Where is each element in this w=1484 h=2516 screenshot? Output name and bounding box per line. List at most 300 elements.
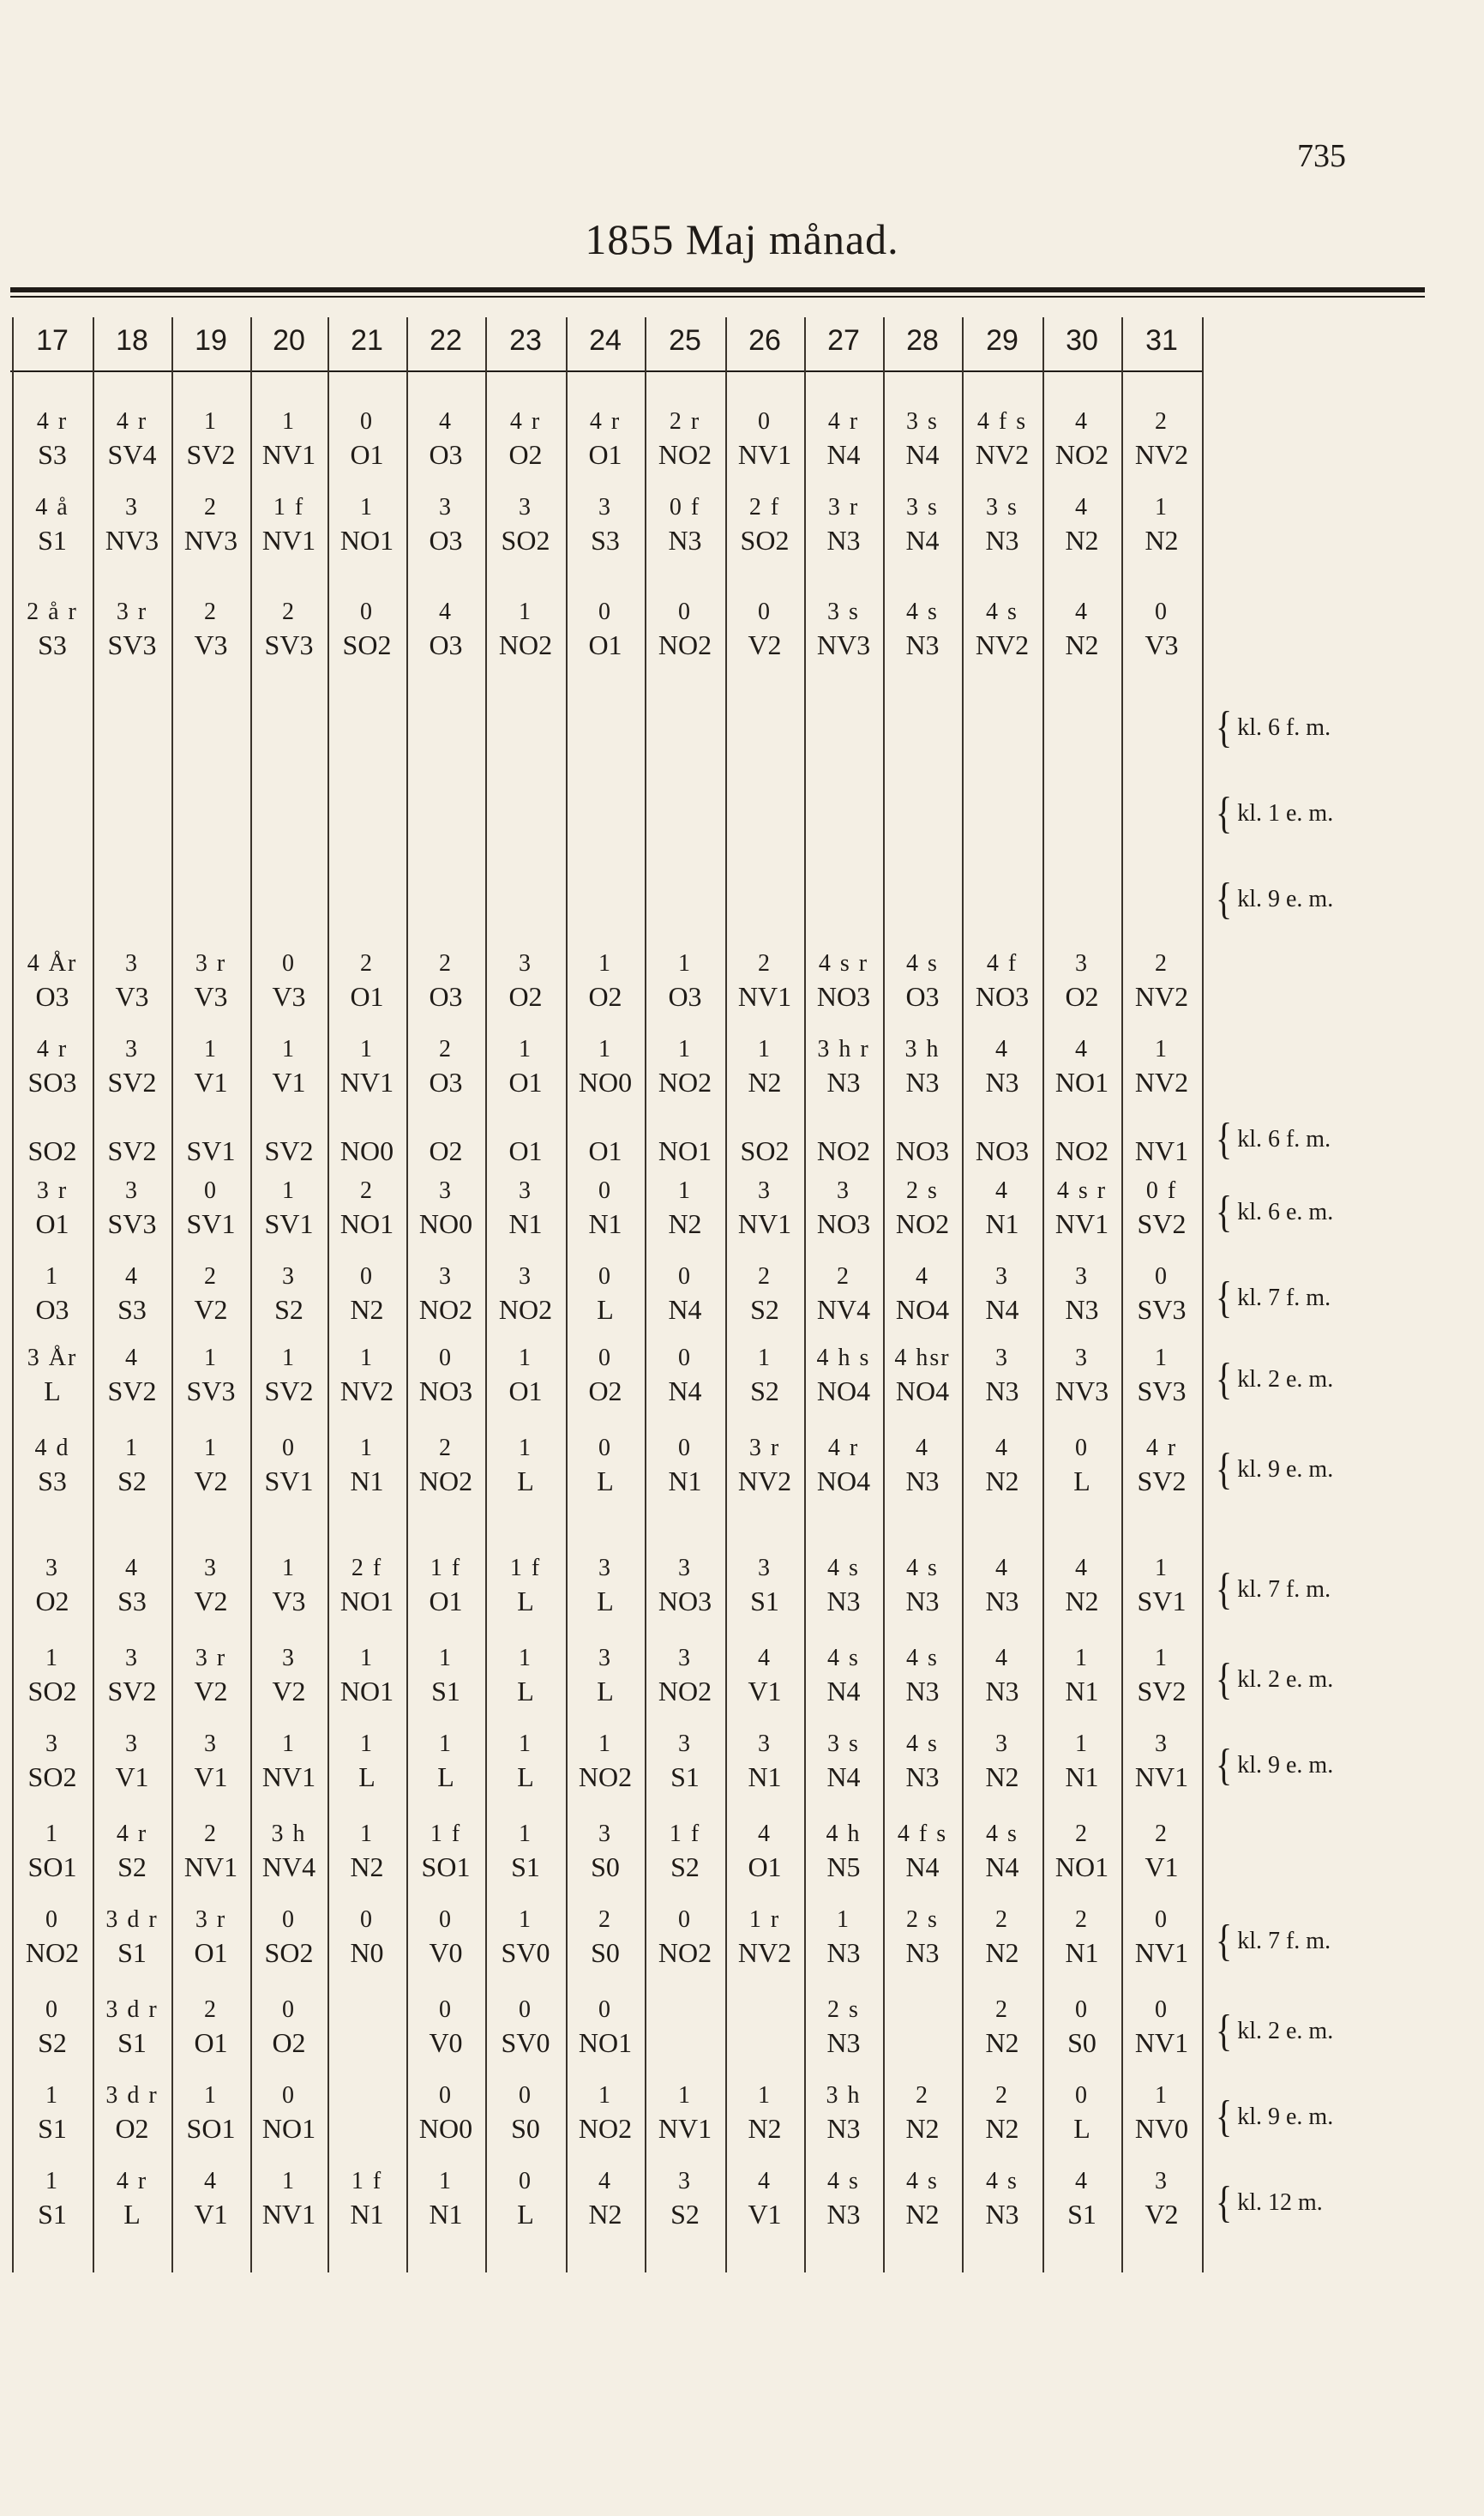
page-title: 1855 Maj månad. — [585, 215, 899, 263]
cloud-value — [12, 1106, 93, 1137]
table-cell — [406, 600, 485, 665]
table-cell — [12, 952, 93, 1017]
wind-value: S0 — [1067, 2027, 1096, 2058]
cloud-value: 4 — [1075, 408, 1089, 435]
table-cell — [250, 496, 327, 561]
cloud-value: 4 r — [36, 408, 69, 435]
cloud-value: 0 — [678, 1263, 692, 1290]
table-cell — [645, 1646, 725, 1712]
wind-value: V2 — [1145, 2199, 1179, 2230]
wind-value: N3 — [826, 525, 861, 556]
wind-value: O3 — [429, 1067, 463, 1098]
table-cell — [93, 1646, 171, 1712]
wind-value: NO2 — [578, 1761, 633, 1792]
wind-value: V3 — [272, 1586, 306, 1616]
cloud-value: 3 s — [827, 1731, 860, 1757]
cloud-value: 1 — [519, 1435, 532, 1461]
cloud-value: 0 — [1155, 1263, 1169, 1290]
cloud-value: 2 — [360, 950, 374, 977]
cloud-value: 3 — [1075, 1345, 1089, 1371]
table-cell — [93, 1265, 171, 1330]
table-cell — [171, 1436, 250, 1502]
cloud-value: 1 — [1075, 1731, 1089, 1757]
table-cell — [1121, 1346, 1202, 1411]
wind-value: NV1 — [261, 1761, 316, 1792]
wind-value: N2 — [1065, 525, 1099, 556]
table-cell — [1121, 410, 1202, 475]
cloud-value — [1042, 1106, 1121, 1137]
cloud-value: 3 d r — [105, 2082, 159, 2109]
time-note — [1216, 1353, 1334, 1404]
table-cell — [93, 1346, 171, 1411]
table-cell — [566, 952, 645, 1017]
cloud-value: 2 — [1075, 1906, 1089, 1933]
cloud-value: 1 — [45, 2082, 59, 2109]
table-cell — [327, 1436, 406, 1502]
cloud-value: 1 — [598, 2082, 612, 2109]
table-cell — [250, 1346, 327, 1411]
wind-value: SO2 — [501, 525, 550, 556]
wind-value: V3 — [1145, 629, 1179, 660]
table-cell — [1121, 2170, 1202, 2235]
wind-value: N4 — [905, 439, 940, 470]
table-cell — [804, 1265, 883, 1330]
wind-value: NV3 — [1054, 1375, 1109, 1406]
wind-value: NO4 — [895, 1375, 950, 1406]
wind-value: L — [517, 2199, 534, 2230]
table-cell — [804, 1106, 883, 1171]
cloud-value: 4 s — [906, 2168, 939, 2194]
table-cell — [485, 1646, 566, 1712]
wind-value: SO1 — [27, 1851, 77, 1882]
wind-value: SV1 — [264, 1208, 314, 1239]
wind-value: NV1 — [261, 525, 316, 556]
table-cell — [725, 1908, 804, 1973]
wind-value: S2 — [117, 1466, 147, 1496]
cloud-value — [1121, 1106, 1202, 1137]
time-note-text: kl. 2 e. m. — [1237, 1666, 1334, 1693]
cloud-value: 4 s — [906, 1555, 939, 1581]
time-note-text: kl. 2 e. m. — [1237, 1366, 1334, 1393]
cloud-value: 1 f — [430, 1821, 462, 1847]
cloud-value: 1 — [598, 1731, 612, 1757]
table-cell — [406, 1908, 485, 1973]
wind-value: NO1 — [261, 2113, 316, 2144]
wind-value: V1 — [748, 1676, 782, 1706]
table-cell — [962, 1908, 1042, 1973]
table-cell — [406, 1106, 485, 1171]
table-cell — [645, 1346, 725, 1411]
cloud-value: 3 — [125, 1731, 139, 1757]
table-cell — [12, 1346, 93, 1411]
wind-value: V3 — [194, 629, 228, 660]
wind-value: N2 — [748, 1067, 782, 1098]
time-note — [1216, 2005, 1334, 2056]
cloud-value: 0 — [204, 1177, 218, 1204]
wind-value: S1 — [670, 1761, 700, 1792]
table-cell — [962, 1038, 1042, 1103]
cloud-value: 1 — [204, 1345, 218, 1371]
wind-value: SV3 — [107, 629, 157, 660]
wind-value: O1 — [35, 1208, 69, 1239]
table-cell — [171, 1646, 250, 1712]
wind-value: O2 — [588, 1375, 622, 1406]
wind-value: L — [597, 1586, 614, 1616]
table-cell — [962, 1265, 1042, 1330]
cloud-value: 0 — [678, 1345, 692, 1371]
cloud-value: 3 — [125, 1645, 139, 1671]
time-note — [1216, 1113, 1331, 1164]
cloud-value: 0 — [439, 1996, 453, 2023]
table-cell — [645, 600, 725, 665]
table-cell — [1121, 1179, 1202, 1244]
wind-value: L — [597, 1466, 614, 1496]
table-cell — [1121, 1646, 1202, 1712]
table-cell — [171, 496, 250, 561]
cloud-value: 4 d — [34, 1435, 70, 1461]
wind-value: NO2 — [816, 1135, 871, 1166]
wind-value: NV3 — [816, 629, 871, 660]
cloud-value: 1 — [519, 1821, 532, 1847]
cloud-value: 2 — [1155, 1821, 1169, 1847]
wind-value: V1 — [115, 1761, 149, 1792]
cloud-value: 0 — [360, 599, 374, 625]
cloud-value: 4 r — [827, 408, 860, 435]
wind-value: O1 — [350, 439, 384, 470]
table-cell — [1042, 1556, 1121, 1622]
wind-value: N2 — [905, 2113, 940, 2144]
cloud-value: 3 s — [906, 494, 939, 521]
wind-value: N1 — [668, 1466, 702, 1496]
day-header: 17 — [36, 324, 69, 357]
table-cell — [1121, 1038, 1202, 1103]
table-cell — [1121, 1106, 1202, 1171]
wind-value: N2 — [350, 1294, 384, 1325]
table-cell — [12, 1038, 93, 1103]
wind-value: SV0 — [501, 1937, 550, 1968]
time-note-text: kl. 2 e. m. — [1237, 2018, 1334, 2044]
table-cell — [171, 1822, 250, 1887]
wind-value: N3 — [985, 1067, 1019, 1098]
brace-glyph: { — [1216, 2091, 1233, 2141]
wind-value: SV1 — [264, 1466, 314, 1496]
table-cell — [883, 1179, 962, 1244]
cloud-value: 3 — [995, 1263, 1009, 1290]
cloud-value: 1 — [758, 1345, 772, 1371]
table-cell — [883, 496, 962, 561]
table-cell — [883, 1732, 962, 1797]
cloud-value: 4 — [1075, 1555, 1089, 1581]
table-cell — [645, 410, 725, 475]
cloud-value: 1 — [282, 2168, 296, 2194]
cloud-value — [883, 1106, 962, 1137]
wind-value: S0 — [591, 1851, 620, 1882]
table-cell — [12, 496, 93, 561]
time-note-text: kl. 6 e. m. — [1237, 1199, 1334, 1225]
cloud-value: 2 — [204, 1263, 218, 1290]
wind-value: NO1 — [339, 1676, 394, 1706]
cloud-value: 0 — [598, 599, 612, 625]
table-cell — [171, 1732, 250, 1797]
table-cell — [962, 1106, 1042, 1171]
table-cell — [804, 1038, 883, 1103]
table-cell — [12, 2084, 93, 2149]
table-cell — [171, 2170, 250, 2235]
cloud-value: 1 f — [669, 1821, 701, 1847]
wind-value: NV1 — [1054, 1208, 1109, 1239]
cloud-value: 4 — [1075, 2168, 1089, 2194]
cloud-value — [645, 1106, 725, 1137]
table-cell — [883, 952, 962, 1017]
cloud-value — [566, 1106, 645, 1137]
cloud-value: 3 — [45, 1555, 59, 1581]
wind-value: N1 — [588, 1208, 622, 1239]
wind-value: NO2 — [1054, 1135, 1109, 1166]
cloud-value: 3 — [204, 1731, 218, 1757]
cloud-value: 3 — [598, 1821, 612, 1847]
cloud-value: 1 — [360, 1731, 374, 1757]
table-cell — [725, 1106, 804, 1171]
cloud-value: 4 — [125, 1263, 139, 1290]
cloud-value: 3 — [1075, 1263, 1089, 1290]
table-cell — [645, 1106, 725, 1171]
wind-value: N2 — [1145, 525, 1179, 556]
wind-value: L — [597, 1294, 614, 1325]
table-cell — [406, 1436, 485, 1502]
cloud-value: 0 — [598, 1345, 612, 1371]
wind-value: SO1 — [186, 2113, 236, 2144]
table-cell — [645, 1822, 725, 1887]
cloud-value: 4 — [758, 1821, 772, 1847]
day-header: 23 — [509, 324, 542, 357]
cloud-value: 1 — [282, 1731, 296, 1757]
cloud-value: 1 — [519, 1036, 532, 1062]
cloud-value: 4 — [995, 1036, 1009, 1062]
table-cell — [485, 1998, 566, 2063]
table-cell — [1121, 1998, 1202, 2063]
wind-value: O2 — [1065, 981, 1099, 1012]
table-cell — [485, 1908, 566, 1973]
wind-value: NV3 — [183, 525, 238, 556]
cloud-value: 3 — [678, 1555, 692, 1581]
cloud-value: 3 — [758, 1731, 772, 1757]
table-cell — [645, 952, 725, 1017]
cloud-value: 3 r — [748, 1435, 781, 1461]
table-cell — [962, 496, 1042, 561]
cloud-value — [962, 1106, 1042, 1137]
cloud-value: 3 h — [826, 2082, 862, 2109]
table-cell — [93, 410, 171, 475]
table-cell — [1042, 410, 1121, 475]
table-cell — [883, 1346, 962, 1411]
brace-glyph: { — [1216, 1113, 1233, 1164]
cloud-value: 2 s — [906, 1906, 939, 1933]
cloud-value: 0 — [282, 1435, 296, 1461]
wind-value: NV1 — [339, 1067, 394, 1098]
table-cell — [327, 952, 406, 1017]
table-cell — [883, 1556, 962, 1622]
table-cell — [406, 1038, 485, 1103]
cloud-value: 1 — [1155, 2082, 1169, 2109]
cloud-value: 4 — [1075, 1036, 1089, 1062]
day-header: 24 — [589, 324, 622, 357]
cloud-value: 3 — [1155, 2168, 1169, 2194]
table-cell — [485, 410, 566, 475]
wind-value: SV2 — [107, 1375, 157, 1406]
table-cell — [171, 1908, 250, 1973]
cloud-value: 4 — [995, 1555, 1009, 1581]
table-cell — [725, 1556, 804, 1622]
time-note — [1216, 701, 1331, 752]
cloud-value: 4 r — [116, 1821, 148, 1847]
table-cell — [883, 600, 962, 665]
cloud-value: 3 r — [116, 599, 148, 625]
cloud-value: 1 — [360, 1036, 374, 1062]
table-cell — [1042, 1265, 1121, 1330]
table-cell — [725, 1038, 804, 1103]
cloud-value: 1 — [678, 2082, 692, 2109]
cloud-value: 4 f s — [976, 408, 1028, 435]
wind-value: O3 — [35, 981, 69, 1012]
cloud-value: 0 — [758, 599, 772, 625]
table-cell — [93, 2084, 171, 2149]
cloud-value: 4 s r — [818, 950, 869, 977]
cloud-value — [93, 1106, 171, 1137]
cloud-value: 3 s — [827, 599, 860, 625]
table-cell — [645, 1556, 725, 1622]
table-cell — [804, 1732, 883, 1797]
cloud-value: 3 — [125, 494, 139, 521]
cloud-value: 2 — [1155, 408, 1169, 435]
cloud-value: 3 r — [36, 1177, 69, 1204]
table-cell — [883, 1265, 962, 1330]
table-cell — [327, 1265, 406, 1330]
wind-value: V3 — [272, 981, 306, 1012]
wind-value: SV1 — [186, 1208, 236, 1239]
cloud-value: 3 — [519, 494, 532, 521]
table-cell — [883, 2084, 962, 2149]
cloud-value: 2 — [1155, 950, 1169, 977]
table-cell — [962, 1179, 1042, 1244]
wind-value: N2 — [985, 1761, 1019, 1792]
cloud-value: 0 — [519, 2168, 532, 2194]
table-cell — [250, 1436, 327, 1502]
cloud-value: 1 — [282, 408, 296, 435]
cloud-value: 2 — [598, 1906, 612, 1933]
cloud-value: 1 — [439, 1731, 453, 1757]
wind-value: NO1 — [1054, 1067, 1109, 1098]
cloud-value: 0 — [598, 1996, 612, 2023]
wind-value: V0 — [429, 1937, 463, 1968]
time-note-text: kl. 7 f. m. — [1237, 1928, 1331, 1954]
time-note — [1216, 1653, 1334, 1704]
wind-value: NO2 — [418, 1294, 473, 1325]
table-cell — [93, 1732, 171, 1797]
wind-value: SV2 — [107, 1135, 157, 1166]
table-cell — [485, 1038, 566, 1103]
cloud-value: 4 — [125, 1345, 139, 1371]
table-cell — [962, 952, 1042, 1017]
cloud-value: 4 — [758, 1645, 772, 1671]
wind-value: NO2 — [578, 2113, 633, 2144]
brace-glyph: { — [1216, 1272, 1233, 1322]
cloud-value: 4 s — [827, 2168, 860, 2194]
cloud-value — [485, 1106, 566, 1137]
wind-value: N3 — [905, 1466, 940, 1496]
wind-value: V2 — [194, 1466, 228, 1496]
table-cell — [962, 1646, 1042, 1712]
wind-value: O2 — [588, 981, 622, 1012]
wind-value: S3 — [117, 1586, 147, 1616]
table-cell — [804, 1179, 883, 1244]
table-cell — [12, 600, 93, 665]
cloud-value — [327, 1106, 406, 1137]
table-cell — [250, 1908, 327, 1973]
time-note-text: kl. 12 m. — [1237, 2189, 1323, 2216]
wind-value: V1 — [194, 2199, 228, 2230]
wind-value: NV2 — [737, 1937, 792, 1968]
table-cell — [804, 2084, 883, 2149]
cloud-value: 4 r — [509, 408, 542, 435]
table-cell — [1042, 1179, 1121, 1244]
table-cell — [645, 1265, 725, 1330]
table-cell — [804, 1822, 883, 1887]
table-cell — [12, 1908, 93, 1973]
wind-value: SV2 — [264, 1375, 314, 1406]
wind-value: N1 — [350, 1466, 384, 1496]
brace-glyph: { — [1216, 1443, 1233, 1494]
cloud-value: 0 — [678, 599, 692, 625]
table-cell — [250, 1265, 327, 1330]
cloud-value: 1 — [519, 1645, 532, 1671]
cloud-value: 3 — [519, 950, 532, 977]
table-cell — [725, 2084, 804, 2149]
brace-glyph: { — [1216, 2176, 1233, 2227]
table-cell — [327, 1106, 406, 1171]
table-cell — [566, 1556, 645, 1622]
wind-value: N3 — [826, 2113, 861, 2144]
table-cell — [12, 1822, 93, 1887]
table-cell — [485, 952, 566, 1017]
brace-glyph: { — [1216, 1186, 1233, 1237]
cloud-value: 3 — [1075, 950, 1089, 977]
cloud-value: 3 — [282, 1263, 296, 1290]
cloud-value: 4 — [758, 2168, 772, 2194]
wind-value: N2 — [588, 2199, 622, 2230]
table-cell — [962, 1346, 1042, 1411]
table-cell — [645, 1179, 725, 1244]
time-note — [1216, 873, 1334, 924]
day-header: 29 — [986, 324, 1018, 357]
cloud-value: 3 s — [906, 408, 939, 435]
wind-value: N5 — [826, 1851, 861, 1882]
table-cell — [1121, 1556, 1202, 1622]
table-cell — [1042, 952, 1121, 1017]
wind-value: SV1 — [186, 1135, 236, 1166]
wind-value: O3 — [668, 981, 702, 1012]
wind-value: S2 — [750, 1294, 779, 1325]
wind-value: NO3 — [975, 1135, 1030, 1166]
wind-value: NV1 — [1134, 2027, 1189, 2058]
cloud-value: 4 r — [116, 2168, 148, 2194]
table-cell — [485, 1822, 566, 1887]
table-cell — [566, 1038, 645, 1103]
table-cell — [1121, 1822, 1202, 1887]
table-cell — [566, 410, 645, 475]
table-cell — [406, 952, 485, 1017]
table-cell — [566, 2170, 645, 2235]
table-cell — [406, 1556, 485, 1622]
